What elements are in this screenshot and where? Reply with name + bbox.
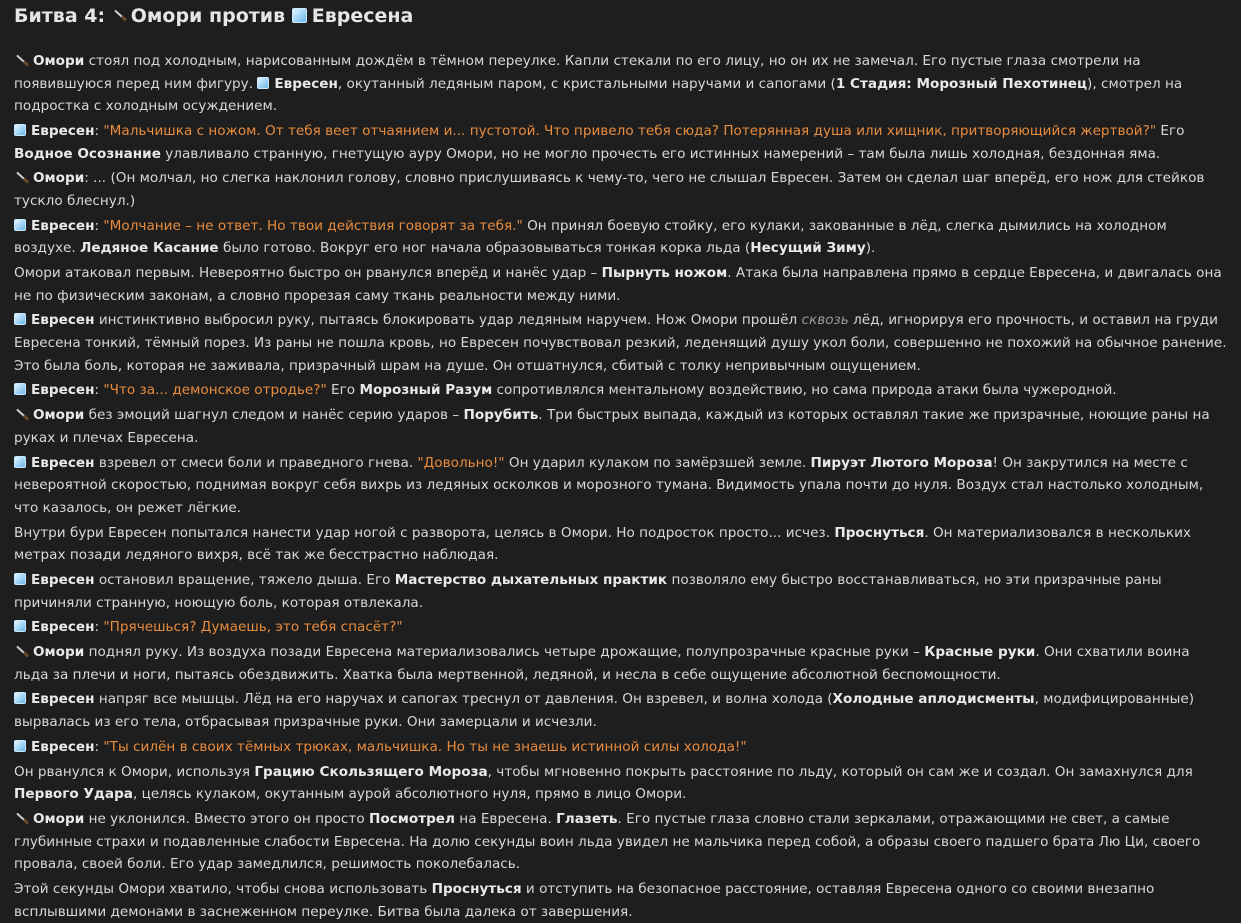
ice-cube-icon [257, 77, 269, 89]
bold-term: Мастерство дыхательных практик [394, 571, 668, 588]
story-paragraph [14, 688, 1227, 733]
bold-term: Евресен [31, 217, 95, 234]
bold-term: Несущий Зиму [750, 240, 866, 257]
bold-term: Евресен [274, 75, 338, 92]
narration-text: . Его пустые глаза словно стали зеркалами, отражающими не свет, а самые глубинные страхи и подавленные слабости Евресена. На долю секунды воин льда увидел не мальчика перед собой, а образы своего падшего брата Лю Ци, своего провала, своей боли. Его удар замедлился, решимость поколебалась. [14, 811, 1201, 873]
ice-cube-icon [14, 573, 26, 585]
narration-text: поднял руку. Из воздуха позади Евресена материализовались четыре дрожащие, полупрозрачные красные руки – [84, 644, 925, 661]
narration-text: : [94, 122, 104, 139]
narration-text: . Он материализовался в нескольких метрах позади ледяного вихря, всё так же бесстрастно наблюдая. [14, 524, 1192, 564]
story-paragraph [14, 452, 1227, 520]
bold-term: Порубить [463, 407, 539, 424]
narration-text: Его [326, 382, 360, 399]
bold-term: Глазеть [556, 811, 618, 827]
narration-text: напряг все мышцы. Лёд на его наручах и сапогах треснул от давления. Он взревел, и волна холода ( [94, 691, 833, 708]
bold-term: Евресен [31, 122, 95, 139]
narration-text: инстинктивно выбросил руку, пытаясь блокировать удар ледяным наручем. Нож Омори прошёл [94, 312, 802, 329]
title-evresen: Евресена [311, 5, 414, 27]
story-paragraph [14, 878, 1227, 923]
dialogue-quote: "Прячешься? Думаешь, это тебя спасёт?" [103, 619, 403, 636]
story-paragraph [14, 761, 1227, 806]
story-paragraph [14, 379, 1227, 402]
bold-term: Омори [33, 407, 85, 424]
emphasis-text: сквозь [801, 312, 849, 329]
story-paragraph [14, 309, 1227, 377]
story-paragraph [14, 641, 1227, 686]
story-paragraph [14, 404, 1227, 449]
bold-term: Красные руки [924, 644, 1036, 661]
narration-text: : [94, 619, 104, 636]
story-paragraph [14, 569, 1227, 614]
narration-text: Он рванулся к Омори, используя [14, 763, 255, 780]
narration-text: на Евресена. [454, 811, 557, 827]
ice-cube-icon [14, 313, 26, 325]
narration-text: , модифицированные) вырвалась из его тела, отбрасывая призрачные руки. Они замерцали и исчезли. [14, 691, 1195, 731]
ice-cube-icon [14, 456, 26, 468]
page-title [14, 0, 1227, 42]
narration-text: Он ударил кулаком по замёрзшей земле. [504, 454, 811, 471]
narration-text: ! Он закрутился на месте с невероятной скоростью, поднимая вокруг себя вихрь из ледяных осколков и морозного тумана. Видимость упала почти до нуля. Воздух стал настолько холодным, что казалось, он режет лёгкие. [14, 454, 1204, 516]
story-paragraph [14, 736, 1227, 759]
narration-text: позволяло ему быстро восстанавливаться, но эти призрачные раны причиняли странную, ноющую боль, которая отвлекала. [14, 571, 1162, 611]
ice-cube-icon [14, 219, 26, 231]
ice-cube-icon [14, 124, 26, 136]
kitchen-knife-icon [112, 8, 127, 21]
dialogue-quote: "Что за... демонское отродье?" [103, 382, 327, 399]
bold-term: Ледяное Касание [80, 240, 219, 257]
title-omori: Омори против [130, 5, 286, 27]
bold-term: Пырнуть ножом [601, 265, 728, 282]
narration-text: сопротивлялся ментальному воздействию, но сама природа атаки была чужеродной. [492, 382, 1117, 399]
kitchen-knife-icon [14, 644, 29, 657]
narration-text: : [94, 382, 104, 399]
dialogue-quote: "Ты силён в своих тёмных трюках, мальчишка. Но ты не знаешь истинной силы холода!" [103, 738, 747, 755]
bold-term: Пируэт Лютого Мороза [810, 454, 993, 471]
narration-text: : ... (Он молчал, но слегка наклонил голову, словно прислушиваясь к чему-то, чего не слышал Евресен. Затем он сделал шаг вперёд, его нож для стейков тускло блеснул.) [14, 170, 1205, 209]
bold-term: Омори [33, 644, 85, 661]
narration-text: и отступить на безопасное расстояние, оставляя Евресена одного со своими внезапно всплывшими демонами в заснеженном переулке. Битва была далека от завершения. [14, 880, 1155, 920]
ice-cube-icon [14, 383, 26, 395]
narration-text: . Три быстрых выпада, каждый из которых оставлял такие же призрачные, ноющие раны на руках и плечах Евресена. [14, 407, 1210, 446]
bold-term: Евресен [31, 312, 95, 329]
narration-text: ). [865, 240, 876, 257]
bold-term: Водное Осознание [14, 145, 161, 162]
narration-text: Его [1156, 122, 1185, 139]
bold-term: Евресен [31, 691, 95, 708]
bold-term: Посмотрел [368, 811, 455, 827]
bold-term: Грацию Скользящего Мороза [254, 763, 488, 780]
ice-cube-icon [14, 692, 26, 704]
bold-term: Морозный Разум [359, 382, 493, 399]
story-content [14, 50, 1227, 923]
title-prefix: Битва 4: [14, 5, 106, 27]
narration-text: было готово. Вокруг его ног начала образовываться тонкая корка льда ( [218, 240, 751, 257]
narration-text: не уклонился. Вместо этого он просто [84, 811, 369, 827]
dialogue-quote: "Мальчишка с ножом. От тебя веет отчаянием и... пустотой. Что привело тебя сюда? Потерянная душа или хищник, притворяющийся жертвой?" [103, 122, 1157, 139]
ice-cube-icon [14, 620, 26, 632]
bold-term: Омори [33, 811, 85, 827]
narration-text: Омори атаковал первым. Невероятно быстро он рванулся вперёд и нанёс удар – [14, 265, 602, 282]
bold-term: Евресен [31, 454, 95, 471]
ice-cube-icon [292, 8, 307, 23]
bold-term: Первого Удара [14, 786, 133, 803]
story-paragraph [14, 215, 1227, 260]
bold-term: Проснуться [834, 524, 925, 541]
bold-term: Евресен [31, 738, 95, 755]
story-paragraph [14, 50, 1227, 118]
ice-cube-icon [14, 740, 26, 752]
narration-text: остановил вращение, тяжело дыша. Его [94, 571, 395, 588]
dialogue-quote: "Довольно!" [417, 454, 505, 471]
narration-text: , целясь кулаком, окутанным аурой абсолютного нуля, прямо в лицо Омори. [132, 786, 687, 803]
story-paragraph [14, 616, 1227, 639]
narration-text: , окутанный ледяным паром, с кристальными наручами и сапогами ( [337, 75, 836, 92]
story-paragraph [14, 120, 1227, 165]
kitchen-knife-icon [14, 170, 29, 183]
story-paragraph [14, 167, 1227, 212]
narration-text: без эмоций шагнул следом и нанёс серию ударов – [84, 407, 464, 424]
bold-term: Проснуться [431, 880, 522, 897]
narration-text: ), смотрел на подростка с холодным осуждением. [14, 75, 1183, 115]
narration-text: : [94, 738, 104, 755]
narration-text: лёд, игнорируя его прочность, и оставил на груди Евресена тонкий, тёмный порез. Из раны не пошла кровь, но Евресен почувствовал резкий, леденящий душу укол боли, совершенно не похожий на обычное ранение. Это была боль, которая не заживала, призрачный шрам на душе. Он отшатнулся, сбитый с толку непривычным ощущением. [14, 312, 1227, 374]
narration-text: стоял под холодным, нарисованным дождём в тёмном переулке. Капли стекали по его лицу, но он их не замечал. Его пустые глаза смотрели на появившуюся перед ним фигуру. [14, 53, 1141, 92]
story-paragraph [14, 522, 1227, 567]
narration-text: Внутри бури Евресен попытался нанести удар ногой с разворота, целясь в Омори. Но подросток просто... исчез. [14, 524, 835, 541]
narration-text: . Атака была направлена прямо в сердце Евресена, и двигалась она не по физическим законам, а словно прорезая саму ткань реальности между ними. [14, 265, 1222, 304]
bold-term: Омори [33, 170, 85, 187]
bold-term: Евресен [31, 619, 95, 636]
kitchen-knife-icon [14, 53, 29, 66]
bold-term: Холодные аплодисменты [832, 691, 1035, 708]
story-paragraph [14, 262, 1227, 307]
bold-term: Евресен [31, 571, 95, 588]
bold-term: 1 Стадия: Морозный Пехотинец [835, 75, 1088, 92]
dialogue-quote: "Молчание – не ответ. Но твои действия говорят за тебя." [103, 217, 523, 234]
narration-text: улавливало странную, гнетущую ауру Омори, но не могло прочесть его истинных намерений – там была лишь холодная, бездонная яма. [160, 145, 1161, 162]
story-paragraph [14, 808, 1227, 876]
narration-text: Этой секунды Омори хватило, чтобы снова использовать [14, 880, 432, 897]
narration-text: : [94, 217, 104, 234]
kitchen-knife-icon [14, 407, 29, 420]
kitchen-knife-icon [14, 811, 29, 824]
bold-term: Омори [33, 53, 85, 69]
bold-term: Евресен [31, 382, 95, 399]
narration-text: , чтобы мгновенно покрыть расстояние по льду, который он сам же и создал. Он замахнулся для [487, 763, 1193, 780]
narration-text: . Они схватили воина льда за плечи и ноги, пытаясь обездвижить. Хватка была мертвенной, ледяной, и несла в себе ощущение абсолютной беспомощности. [14, 644, 1190, 683]
narration-text: взревел от смеси боли и праведного гнева. [94, 454, 418, 471]
narration-text: Он принял боевую стойку, его кулаки, закованные в лёд, слегка дымились на холодном воздухе. [14, 217, 1167, 257]
